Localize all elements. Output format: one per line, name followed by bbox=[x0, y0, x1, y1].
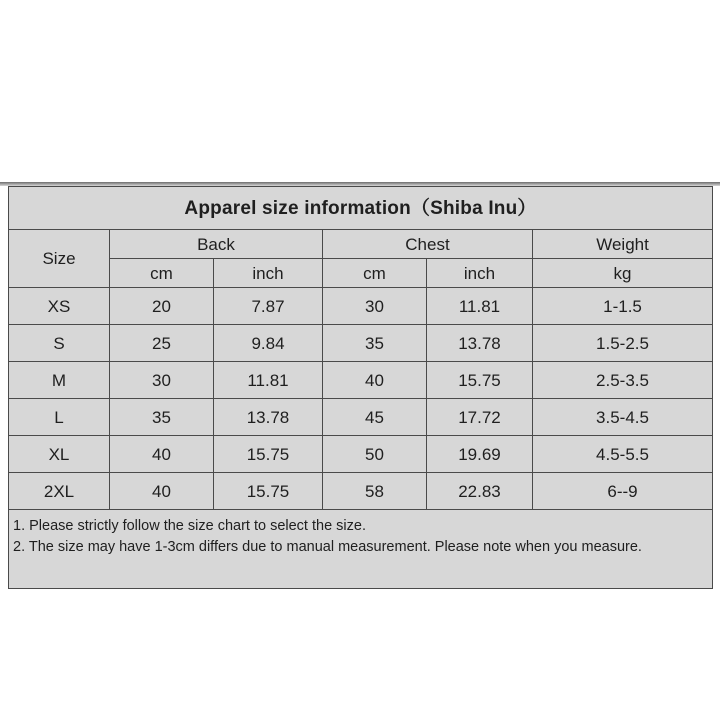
size-header: Size bbox=[9, 230, 110, 288]
size-cell: L bbox=[9, 399, 110, 436]
title-row bbox=[9, 187, 713, 230]
note-line: 2. The size may have 1-3cm differs due to manual measurement. Please note when you measure. bbox=[13, 539, 642, 556]
chest-header: Chest bbox=[323, 230, 533, 259]
back-inch-cell: 7.87 bbox=[214, 288, 323, 325]
weight-cell: 1.5-2.5 bbox=[533, 325, 713, 362]
weight-header: Weight bbox=[533, 230, 713, 259]
chest-inch-cell: 22.83 bbox=[427, 473, 533, 510]
table-row-m bbox=[9, 362, 713, 399]
chest-cm-cell: 40 bbox=[323, 362, 427, 399]
chest-cm-cell: 58 bbox=[323, 473, 427, 510]
notes-row bbox=[9, 510, 713, 589]
chest-cm-cell: 50 bbox=[323, 436, 427, 473]
chest-inch-cell: 19.69 bbox=[427, 436, 533, 473]
table-row-xl bbox=[9, 436, 713, 473]
back-inch-cell: 15.75 bbox=[214, 473, 323, 510]
back-inch-cell: 9.84 bbox=[214, 325, 323, 362]
chest-cm-unit: cm bbox=[323, 259, 427, 288]
back-cm-unit: cm bbox=[110, 259, 214, 288]
weight-cell: 4.5-5.5 bbox=[533, 436, 713, 473]
table-row-2xl bbox=[9, 473, 713, 510]
weight-cell: 1-1.5 bbox=[533, 288, 713, 325]
size-cell: M bbox=[9, 362, 110, 399]
table-row-l bbox=[9, 399, 713, 436]
size-cell: XS bbox=[9, 288, 110, 325]
size-cell: 2XL bbox=[9, 473, 110, 510]
back-cm-cell: 25 bbox=[110, 325, 214, 362]
size-cell: S bbox=[9, 325, 110, 362]
size-cell: XL bbox=[9, 436, 110, 473]
weight-cell: 3.5-4.5 bbox=[533, 399, 713, 436]
back-inch-cell: 11.81 bbox=[214, 362, 323, 399]
back-inch-unit: inch bbox=[214, 259, 323, 288]
back-cm-cell: 30 bbox=[110, 362, 214, 399]
header-row bbox=[9, 230, 713, 259]
chest-inch-cell: 17.72 bbox=[427, 399, 533, 436]
chest-cm-cell: 30 bbox=[323, 288, 427, 325]
chest-inch-cell: 15.75 bbox=[427, 362, 533, 399]
table-row-xs bbox=[9, 288, 713, 325]
chest-cm-cell: 35 bbox=[323, 325, 427, 362]
back-inch-cell: 13.78 bbox=[214, 399, 323, 436]
chest-inch-unit: inch bbox=[427, 259, 533, 288]
table-row-s bbox=[9, 325, 713, 362]
chest-inch-cell: 13.78 bbox=[427, 325, 533, 362]
chest-cm-cell: 45 bbox=[323, 399, 427, 436]
back-header: Back bbox=[110, 230, 323, 259]
note-line: 1. Please strictly follow the size chart to select the size. bbox=[13, 518, 366, 534]
table-title: Apparel size information（Shiba Inu） bbox=[9, 187, 713, 230]
size-notes bbox=[9, 510, 713, 589]
back-cm-cell: 20 bbox=[110, 288, 214, 325]
back-cm-cell: 40 bbox=[110, 473, 214, 510]
weight-kg-unit: kg bbox=[533, 259, 713, 288]
chest-inch-cell: 11.81 bbox=[427, 288, 533, 325]
back-inch-cell: 15.75 bbox=[214, 436, 323, 473]
size-chart-table bbox=[8, 186, 713, 589]
back-cm-cell: 35 bbox=[110, 399, 214, 436]
weight-cell: 6--9 bbox=[533, 473, 713, 510]
unit-row bbox=[9, 259, 713, 288]
back-cm-cell: 40 bbox=[110, 436, 214, 473]
weight-cell: 2.5-3.5 bbox=[533, 362, 713, 399]
